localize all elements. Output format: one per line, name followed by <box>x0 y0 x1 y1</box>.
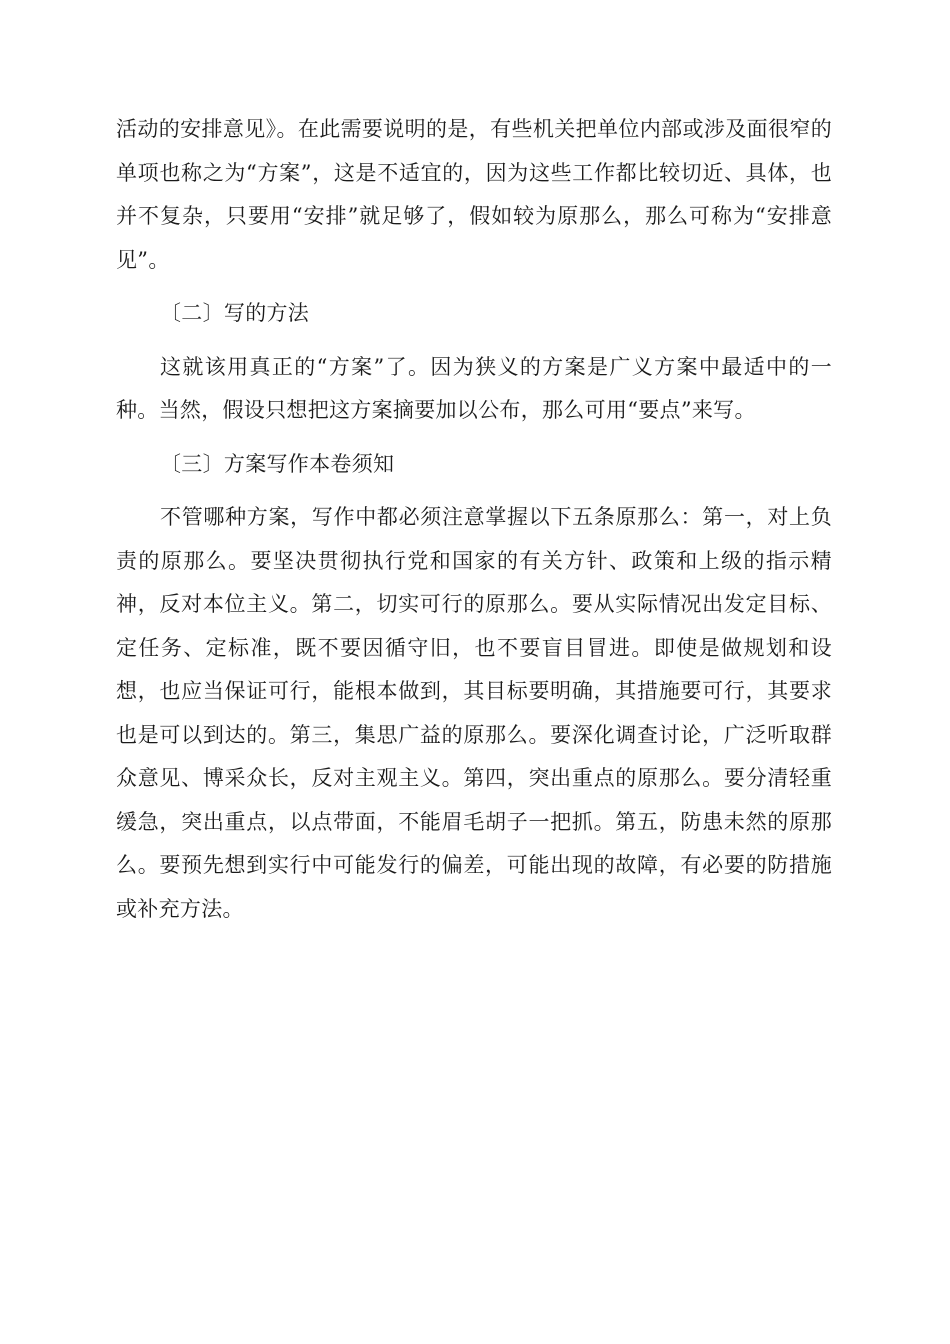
paragraph-writing-principles: 不管哪种方案，写作中都必须注意掌握以下五条原那么：第一，对上负责的原那么。要坚决贯彻执行党和国家的有关方针、政策和上级的指示精神，反对本位主义。第二，切实可行的原那么。要从实际情况出发定目标、定任务、定标准，既不要因循守旧，也不要盲目冒进。即使是做规划和设想，也应当保证可行，能根本做到，其目标要明确，其措施要可行，其要求也是可以到达的。第三，集思广益的原那么。要深化调查讨论，广泛听取群众意见、博采众长，反对主观主义。第四，突出重点的原那么。要分清轻重缓急，突出重点，以点带面，不能眉毛胡子一把抓。第五，防患未然的原那么。要预先想到实行中可能发行的偏差，可能出现的故障，有必要的防措施或补充方法。 <box>116 505 832 921</box>
section-heading-writing-notes: 〔三〕方案写作本卷须知 <box>160 451 395 476</box>
section-heading-writing-method: 〔二〕写的方法 <box>160 301 310 325</box>
document-body <box>116 108 832 941</box>
paragraph-continuation: 活动的安排意见》。在此需要说明的是，有些机关把单位内部或涉及面很窄的单项也称之为“方案”，这是不适宜的，因为这些工作都比较切近、具体，也并不复杂，只要用“安排”就足够了，假如较为原那么，那么可称为“安排意见”。 <box>116 117 832 272</box>
paragraph-writing-method: 这就该用真正的“方案”了。因为狭义的方案是广义方案中最适中的一种。当然，假设只想把这方案摘要加以公布，那么可用“要点”来写。 <box>116 354 832 422</box>
